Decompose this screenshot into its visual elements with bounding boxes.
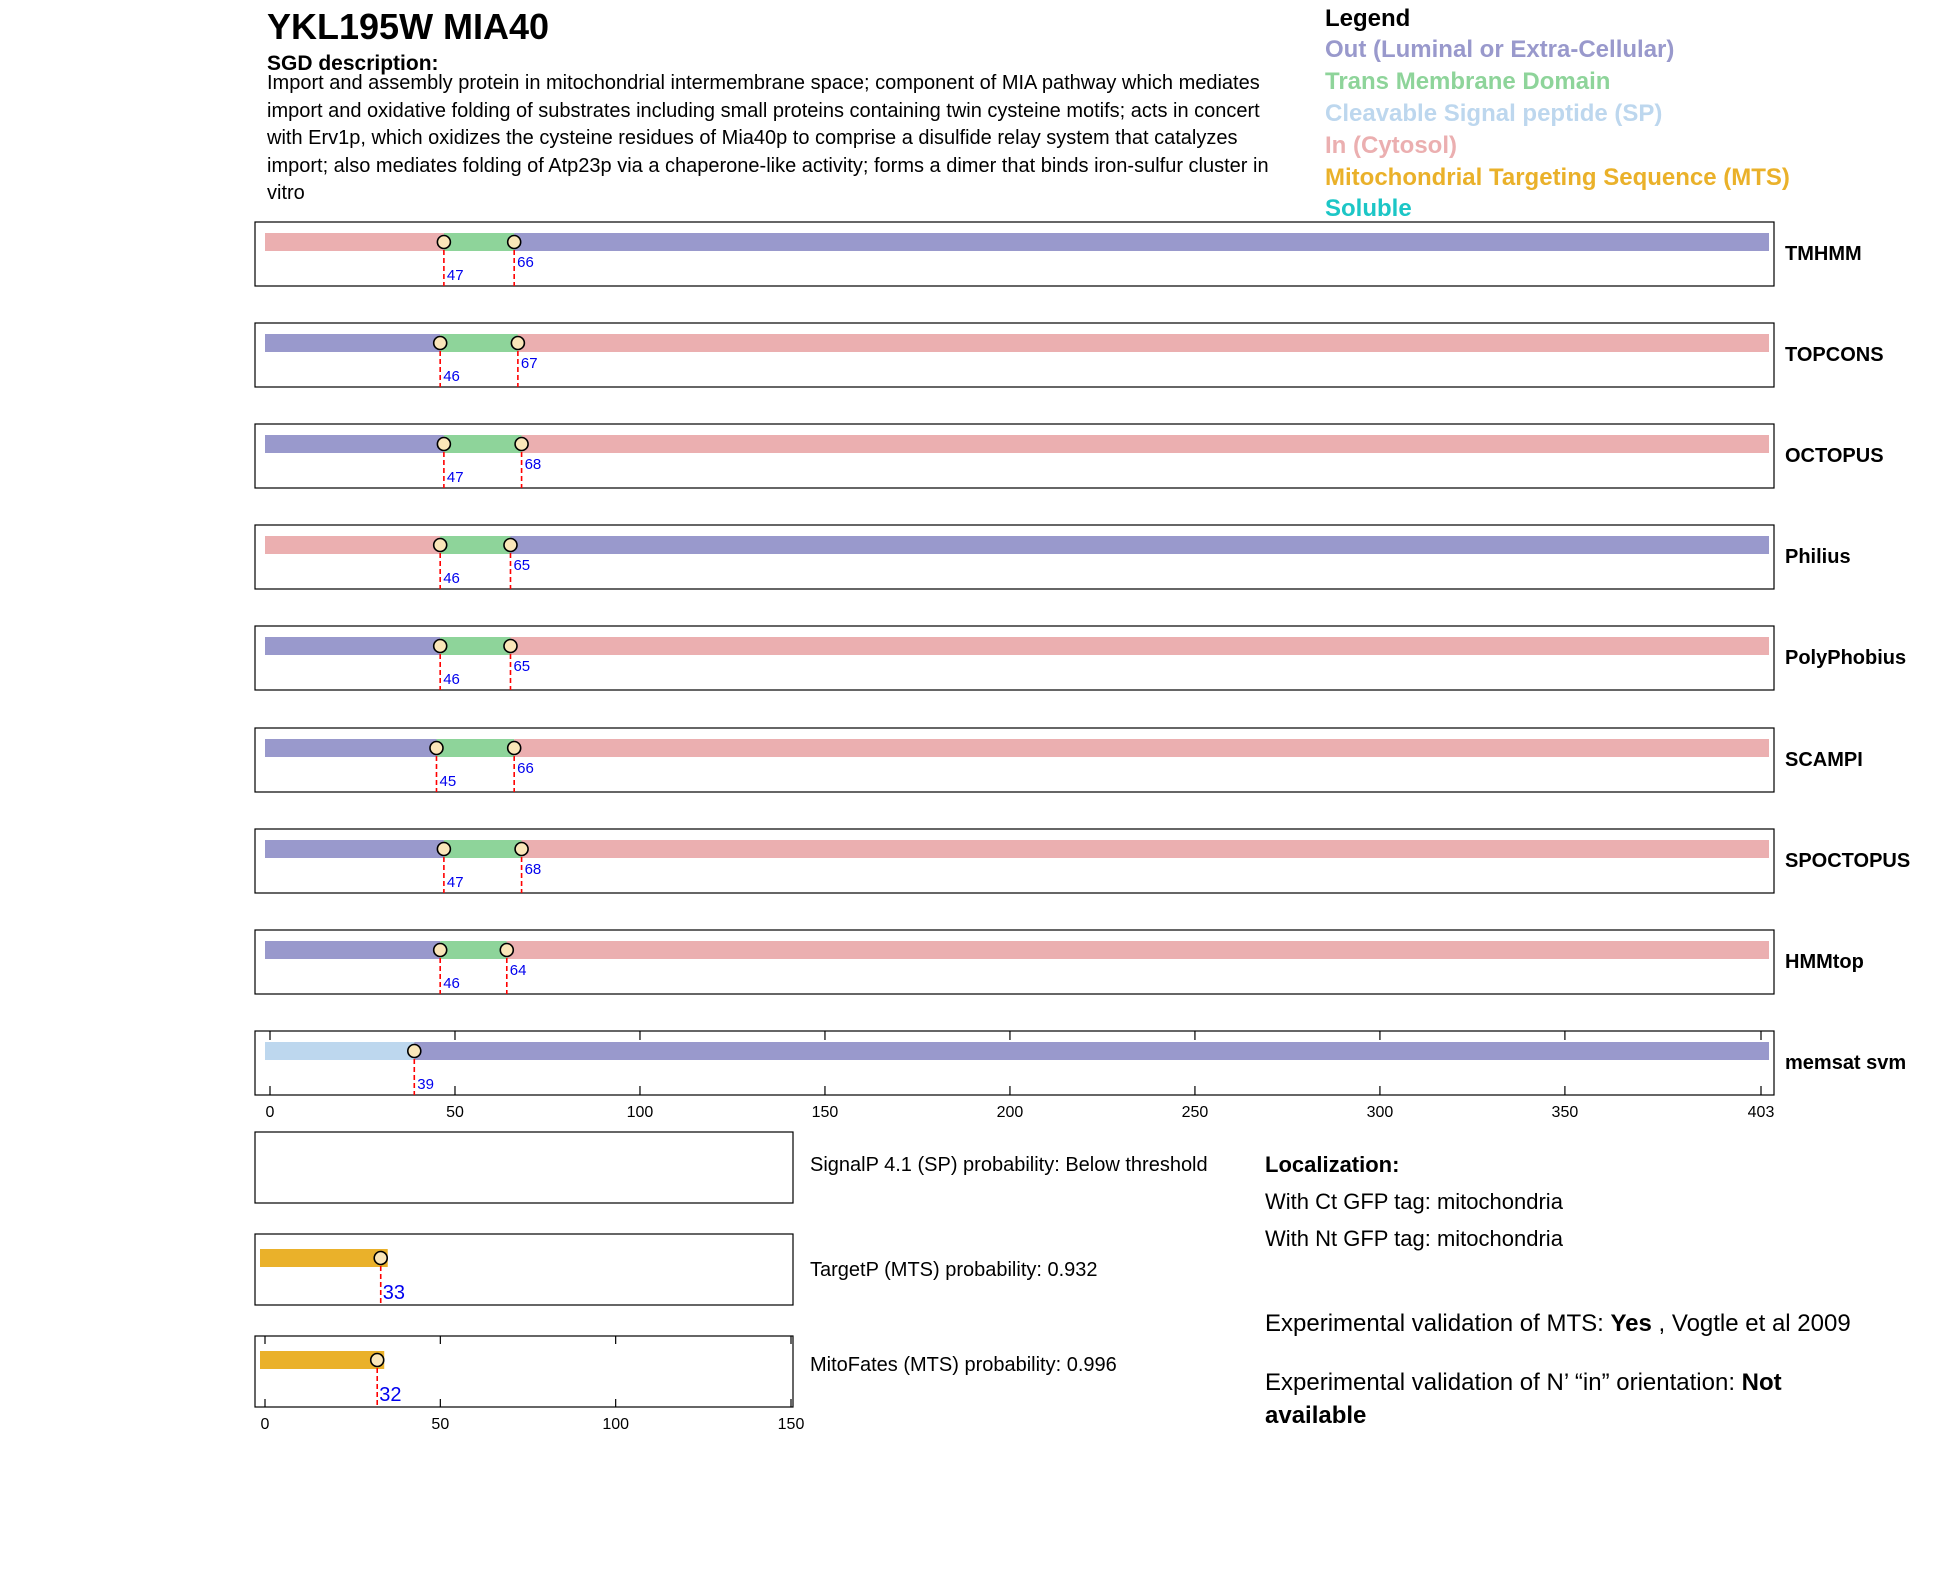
axis-tick-label-300: 300 bbox=[1366, 1104, 1394, 1121]
legend-item-soluble: Soluble bbox=[1325, 195, 1412, 222]
marker-dot-hmmtop-46 bbox=[434, 944, 447, 957]
track-box-scampi bbox=[255, 728, 1774, 792]
marker-label-scampi-66: 66 bbox=[517, 760, 534, 777]
segment-tmhmm-tm-1 bbox=[444, 233, 514, 251]
segment-scampi-in-2 bbox=[514, 739, 1769, 757]
mts-validation bbox=[1265, 1310, 1851, 1338]
track-box-polyphobius bbox=[255, 626, 1774, 690]
segment-octopus-out-0 bbox=[265, 435, 444, 453]
track-box-octopus bbox=[255, 424, 1774, 488]
mitofates-label: MitoFates (MTS) probability: 0.996 bbox=[810, 1354, 1117, 1376]
orientation-validation bbox=[1265, 1369, 1782, 1397]
marker-label-spoctopus-47: 47 bbox=[446, 874, 464, 891]
segment-scampi-out-0 bbox=[265, 739, 436, 757]
legend-item-mts: Mitochondrial Targeting Sequence (MTS) bbox=[1325, 164, 1790, 191]
method-label-spoctopus: SPOCTOPUS bbox=[1785, 850, 1911, 872]
mts-marker-label-mitofates: 32 bbox=[379, 1384, 402, 1406]
sgd-heading: SGD description: bbox=[267, 52, 439, 75]
marker-label-memsat-svm-39: 39 bbox=[417, 1076, 434, 1093]
segment-spoctopus-out-0 bbox=[265, 840, 444, 858]
marker-dot-octopus-68 bbox=[515, 438, 528, 451]
segment-scampi-tm-1 bbox=[436, 739, 514, 757]
page-title: YKL195W MIA40 bbox=[267, 6, 550, 47]
axis-tick-label-50: 50 bbox=[446, 1104, 464, 1121]
marker-label-hmmtop-64: 64 bbox=[509, 962, 527, 979]
signalp-label: SignalP 4.1 (SP) probability: Below threshold bbox=[810, 1154, 1208, 1176]
mts-box-targetp bbox=[255, 1234, 793, 1305]
legend-item-tm: Trans Membrane Domain bbox=[1325, 68, 1611, 95]
segment-spoctopus-tm-1 bbox=[444, 840, 522, 858]
marker-dot-topcons-67 bbox=[511, 337, 524, 350]
mts-axis-tick-label-50: 50 bbox=[431, 1416, 450, 1433]
segment-hmmtop-out-0 bbox=[265, 941, 440, 959]
localization-nt: With Nt GFP tag: mitochondria bbox=[1265, 1226, 1563, 1251]
method-label-topcons: TOPCONS bbox=[1785, 344, 1884, 366]
segment-topcons-in-2 bbox=[518, 334, 1769, 352]
marker-label-octopus-47: 47 bbox=[446, 469, 464, 486]
track-box-memsat-svm bbox=[255, 1031, 1774, 1095]
axis-tick-label-150: 150 bbox=[811, 1104, 839, 1121]
method-label-hmmtop: HMMtop bbox=[1785, 951, 1864, 973]
segment-polyphobius-tm-1 bbox=[440, 637, 510, 655]
axis-tick-label-100: 100 bbox=[626, 1104, 654, 1121]
orientation-validation-prefix: Experimental validation of N’ “in” orientation: bbox=[1265, 1369, 1742, 1396]
mts-axis-tick-label-150: 150 bbox=[777, 1416, 805, 1433]
segment-polyphobius-out-0 bbox=[265, 637, 440, 655]
track-box-hmmtop bbox=[255, 930, 1774, 994]
marker-label-topcons-67: 67 bbox=[520, 355, 538, 372]
marker-dot-tmhmm-66 bbox=[508, 236, 521, 249]
marker-dot-octopus-47 bbox=[437, 438, 450, 451]
localization-ct: With Ct GFP tag: mitochondria bbox=[1265, 1189, 1563, 1214]
marker-label-tmhmm-66: 66 bbox=[517, 254, 534, 271]
method-label-scampi: SCAMPI bbox=[1785, 749, 1863, 771]
segment-hmmtop-in-2 bbox=[507, 941, 1769, 959]
mts-segment-mitofates-0 bbox=[260, 1351, 384, 1369]
mts-marker-dot-mitofates bbox=[371, 1354, 384, 1367]
mts-marker-dot-targetp bbox=[374, 1252, 387, 1265]
mts-segment-targetp-0 bbox=[260, 1249, 388, 1267]
marker-label-polyphobius-46: 46 bbox=[443, 671, 460, 688]
legend-item-sp: Cleavable Signal peptide (SP) bbox=[1325, 100, 1663, 127]
segment-philius-tm-1 bbox=[440, 536, 510, 554]
marker-dot-philius-46 bbox=[434, 539, 447, 552]
orientation-validation-value: Not bbox=[1741, 1369, 1782, 1396]
targetp-label: TargetP (MTS) probability: 0.932 bbox=[810, 1259, 1098, 1281]
axis-tick-label-250: 250 bbox=[1181, 1104, 1209, 1121]
segment-tmhmm-in-0 bbox=[265, 233, 444, 251]
marker-dot-scampi-45 bbox=[430, 742, 443, 755]
marker-label-philius-46: 46 bbox=[443, 570, 460, 587]
marker-dot-scampi-66 bbox=[508, 742, 521, 755]
mts-axis-tick-label-100: 100 bbox=[602, 1416, 630, 1433]
segment-polyphobius-in-2 bbox=[510, 637, 1769, 655]
segment-octopus-in-2 bbox=[522, 435, 1769, 453]
mts-marker-label-targetp: 33 bbox=[382, 1282, 405, 1304]
localization-heading: Localization: bbox=[1265, 1152, 1400, 1177]
legend-item-out: Out (Luminal or Extra-Cellular) bbox=[1325, 36, 1675, 63]
method-label-tmhmm: TMHMM bbox=[1785, 243, 1862, 265]
axis-tick-label-200: 200 bbox=[996, 1104, 1024, 1121]
marker-dot-tmhmm-47 bbox=[437, 236, 450, 249]
marker-dot-polyphobius-46 bbox=[434, 640, 447, 653]
mts-validation-value: Yes bbox=[1610, 1310, 1652, 1337]
segment-topcons-tm-1 bbox=[440, 334, 518, 352]
axis-tick-label-403: 403 bbox=[1747, 1104, 1775, 1121]
marker-dot-spoctopus-68 bbox=[515, 843, 528, 856]
marker-label-hmmtop-46: 46 bbox=[443, 975, 460, 992]
method-label-philius: Philius bbox=[1785, 546, 1851, 568]
track-box-philius bbox=[255, 525, 1774, 589]
axis-tick-label-350: 350 bbox=[1551, 1104, 1579, 1121]
marker-label-octopus-68: 68 bbox=[524, 456, 542, 473]
track-box-spoctopus bbox=[255, 829, 1774, 893]
mts-validation-suffix: , Vogtle et al 2009 bbox=[1651, 1310, 1851, 1337]
method-label-polyphobius: PolyPhobius bbox=[1785, 647, 1907, 669]
segment-memsat-svm-sp-0 bbox=[265, 1042, 414, 1060]
orientation-validation-value-line2: available bbox=[1265, 1402, 1367, 1429]
segment-hmmtop-tm-1 bbox=[440, 941, 507, 959]
sgd-description: Import and assembly protein in mitochondrial intermembrane space; component of MIA pathway which mediates import and oxidative folding of substrates including small proteins containing twin cysteine motifs; acts in concert with Erv1p, which oxidizes the cysteine residues of Mia40p to comprise a disulfide relay system that catalyzes import; also mediates folding of Atp23p via a chaperone-like activity; forms a dimer that binds iron-sulfur cluster in vitro bbox=[267, 72, 1269, 204]
marker-dot-hmmtop-64 bbox=[500, 944, 513, 957]
segment-philius-in-0 bbox=[265, 536, 440, 554]
segment-octopus-tm-1 bbox=[444, 435, 522, 453]
marker-dot-philius-65 bbox=[504, 539, 517, 552]
mts-axis-tick-label-0: 0 bbox=[260, 1416, 270, 1433]
marker-dot-topcons-46 bbox=[434, 337, 447, 350]
mts-box-mitofates bbox=[255, 1336, 793, 1407]
marker-dot-memsat-svm-39 bbox=[408, 1045, 421, 1058]
segment-tmhmm-out-2 bbox=[514, 233, 1769, 251]
method-label-octopus: OCTOPUS bbox=[1785, 445, 1884, 467]
marker-label-philius-65: 65 bbox=[513, 557, 531, 574]
marker-label-spoctopus-68: 68 bbox=[524, 861, 542, 878]
segment-spoctopus-in-2 bbox=[522, 840, 1769, 858]
legend-title: Legend bbox=[1325, 5, 1411, 32]
marker-label-polyphobius-65: 65 bbox=[513, 658, 531, 675]
mts-validation-prefix: Experimental validation of MTS: bbox=[1265, 1310, 1611, 1337]
segment-philius-out-2 bbox=[510, 536, 1769, 554]
marker-label-scampi-45: 45 bbox=[439, 773, 457, 790]
marker-label-tmhmm-47: 47 bbox=[446, 267, 464, 284]
marker-label-topcons-46: 46 bbox=[443, 368, 460, 385]
legend-item-in: In (Cytosol) bbox=[1325, 132, 1457, 159]
segment-topcons-out-0 bbox=[265, 334, 440, 352]
segment-memsat-svm-out-1 bbox=[414, 1042, 1769, 1060]
axis-tick-label-0: 0 bbox=[265, 1104, 275, 1121]
marker-dot-spoctopus-47 bbox=[437, 843, 450, 856]
mts-box-signalp bbox=[255, 1132, 793, 1203]
track-box-tmhmm bbox=[255, 222, 1774, 286]
track-box-topcons bbox=[255, 323, 1774, 387]
method-label-memsat-svm: memsat svm bbox=[1785, 1052, 1907, 1074]
marker-dot-polyphobius-65 bbox=[504, 640, 517, 653]
